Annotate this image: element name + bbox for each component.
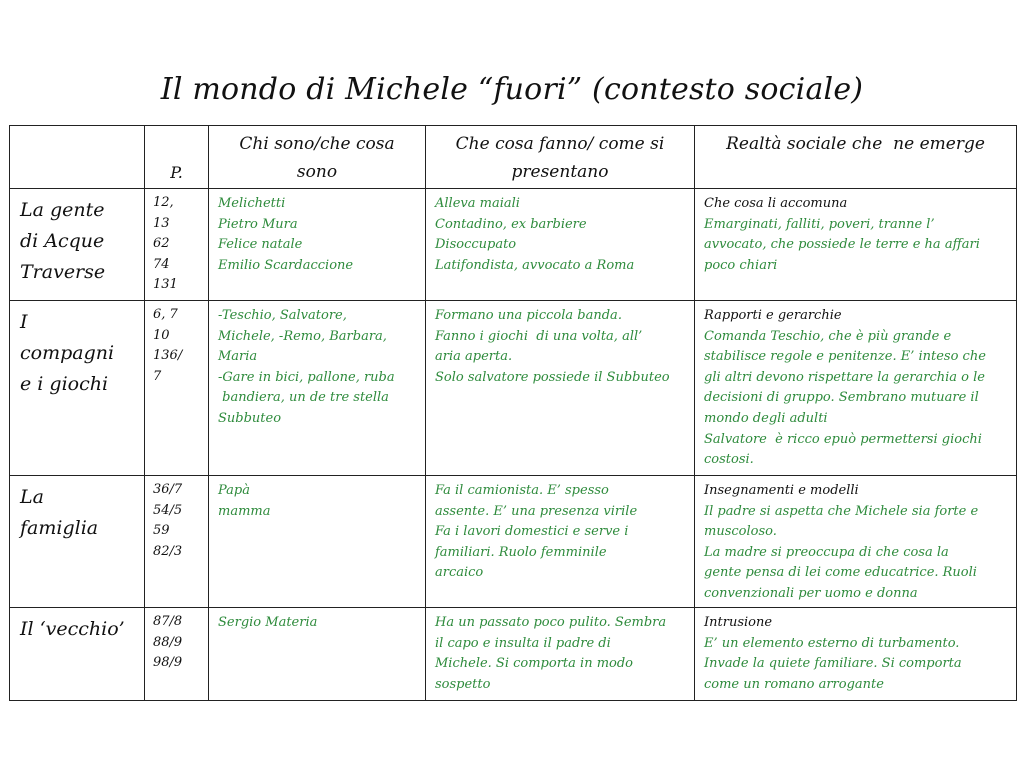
text-line: Il padre si aspetta che Michele sia forte e [704, 503, 979, 519]
text-line: compagni [20, 342, 115, 364]
row-label [10, 189, 145, 301]
text-line: Invade la quiete familiare. Si comporta [704, 656, 962, 672]
text-line: 13 [153, 215, 170, 231]
text-line: costosi. [704, 452, 754, 468]
text-line: Che cosa fanno/ come si [455, 134, 665, 154]
who-cell [209, 608, 426, 701]
text-line: arcaico [435, 565, 484, 581]
text-line: muscoloso. [704, 524, 777, 540]
text-line: stabilisce regole e penitenze. E’ inteso che [704, 349, 986, 365]
table-row [10, 189, 1017, 301]
text-line: Subbuteo [218, 410, 282, 426]
text-line: 62 [153, 236, 170, 251]
text-line: Il ‘vecchio’ [20, 618, 125, 640]
what-cell [426, 301, 695, 476]
header-pages: P. [145, 126, 209, 189]
reality-heading: Rapporti e gerarchie [704, 308, 842, 323]
text-line: 6, 7 [153, 307, 178, 322]
text-line: sono [296, 162, 338, 182]
text-line: 54/5 [153, 502, 183, 518]
header-what [426, 126, 695, 189]
text-line: 74 [153, 256, 170, 272]
text-line: di Acque [20, 230, 105, 252]
text-line: Emilio Scardaccione [218, 257, 354, 273]
text-line: poco chiari [704, 257, 778, 273]
text-line: Michele, -Remo, Barbara, [218, 328, 387, 344]
text-line: I [20, 311, 28, 333]
text-line: Papà [218, 483, 250, 498]
text-line: sospetto [435, 676, 491, 692]
reality-text [704, 502, 1010, 605]
reality-heading: Che cosa li accomuna [704, 196, 848, 211]
table-row [10, 608, 1017, 701]
text-line: e i giochi [20, 373, 109, 395]
text-line: Maria [218, 349, 258, 365]
text-line: 87/8 [153, 614, 183, 629]
row-label [10, 476, 145, 608]
text-line: Fa i lavori domestici e serve i [435, 524, 629, 540]
text-line: Solo salvatore possiede il Subbuteo [435, 369, 670, 385]
text-line: Realtà sociale che ne emerge [726, 134, 985, 154]
text-line: 36/7 [153, 482, 183, 497]
text-line: Formano una piccola banda. [435, 308, 622, 323]
reality-text [704, 327, 1010, 471]
text-line: La madre si preoccupa di che cosa la [704, 544, 949, 560]
text-line: assente. E’ una presenza virile [435, 503, 638, 519]
text-line: mondo degli adulti [704, 410, 828, 426]
row-label [10, 608, 145, 701]
text-line: decisioni di gruppo. Sembrano mutuare il [704, 390, 979, 406]
text-line: E’ un elemento esterno di turbamento. [704, 635, 960, 651]
text-line: Fa il camionista. E’ spesso [435, 483, 609, 498]
text-line: 59 [153, 523, 170, 538]
reality-heading: Intrusione [704, 615, 773, 630]
text-line: -Teschio, Salvatore, [218, 308, 347, 323]
row-label [10, 301, 145, 476]
text-line: Alleva maiali [435, 196, 520, 211]
text-line: 131 [153, 277, 178, 292]
reality-cell [695, 301, 1017, 476]
who-cell [209, 476, 426, 608]
reality-text [704, 215, 1010, 277]
text-line: 136/ [153, 348, 183, 363]
text-line: 82/3 [153, 543, 183, 559]
text-line: Traverse [20, 261, 106, 283]
who-cell [209, 301, 426, 476]
text-line: 98/9 [153, 655, 183, 670]
page-refs [145, 189, 209, 301]
what-cell [426, 608, 695, 701]
what-cell [426, 476, 695, 608]
context-table [9, 125, 1017, 701]
slide-title: Il mondo di Michele “fuori” (contesto sociale) [160, 72, 864, 107]
text-line: famiglia [20, 517, 99, 539]
header-row [10, 126, 1017, 189]
reality-cell [695, 608, 1017, 701]
text-line: Comanda Teschio, che è più grande e [704, 328, 952, 344]
table-row [10, 476, 1017, 608]
header-reality [695, 126, 1017, 189]
text-line: gente pensa di lei come educatrice. Ruoli [704, 565, 977, 581]
reality-heading: Insegnamenti e modelli [704, 483, 859, 498]
page-refs [145, 608, 209, 701]
text-line: bandiera, un de tre stella [218, 390, 389, 406]
header-empty-cell [10, 126, 145, 189]
text-line: Melichetti [218, 196, 286, 211]
text-line: La [20, 486, 44, 508]
text-line: familiari. Ruolo femminile [435, 544, 607, 560]
text-line: Salvatore è ricco epuò permettersi giochi [704, 431, 982, 447]
text-line: il capo e insulta il padre di [435, 635, 611, 651]
text-line: 12, [153, 195, 174, 210]
reality-cell [695, 476, 1017, 608]
text-line: Michele. Si comporta in modo [435, 656, 633, 672]
text-line: La gente [20, 199, 105, 221]
text-line: gli altri devono rispettare la gerarchia o le [704, 369, 985, 385]
reality-cell [695, 189, 1017, 301]
text-line: Emarginati, falliti, poveri, tranne l’ [704, 216, 935, 232]
page-refs [145, 301, 209, 476]
text-line: Chi sono/che cosa [239, 134, 395, 154]
text-line: 10 [153, 327, 170, 343]
text-line: Felice natale [218, 237, 303, 253]
text-line: Fanno i giochi di una volta, all’ [435, 328, 643, 344]
text-line: 88/9 [153, 634, 183, 650]
text-line: Contadino, ex barbiere [435, 216, 587, 232]
reality-text [704, 634, 1010, 696]
text-line: Disoccupato [435, 237, 517, 253]
text-line: Pietro Mura [218, 216, 298, 232]
text-line: presentano [511, 162, 609, 182]
text-line: avvocato, che possiede le terre e ha affari [704, 237, 980, 253]
who-cell [209, 189, 426, 301]
text-line: -Gare in bici, pallone, ruba [218, 369, 395, 385]
text-line: mamma [218, 503, 271, 519]
text-line: convenzionali per uomo e donna [704, 585, 918, 601]
text-line: Sergio Materia [218, 615, 318, 630]
header-who [209, 126, 426, 189]
text-line: Ha un passato poco pulito. Sembra [435, 615, 667, 630]
text-line: come un romano arrogante [704, 676, 884, 692]
text-line: 7 [153, 368, 162, 384]
table-row [10, 301, 1017, 476]
text-line: aria aperta. [435, 349, 513, 365]
text-line: Latifondista, avvocato a Roma [435, 257, 635, 273]
page-refs [145, 476, 209, 608]
what-cell [426, 189, 695, 301]
